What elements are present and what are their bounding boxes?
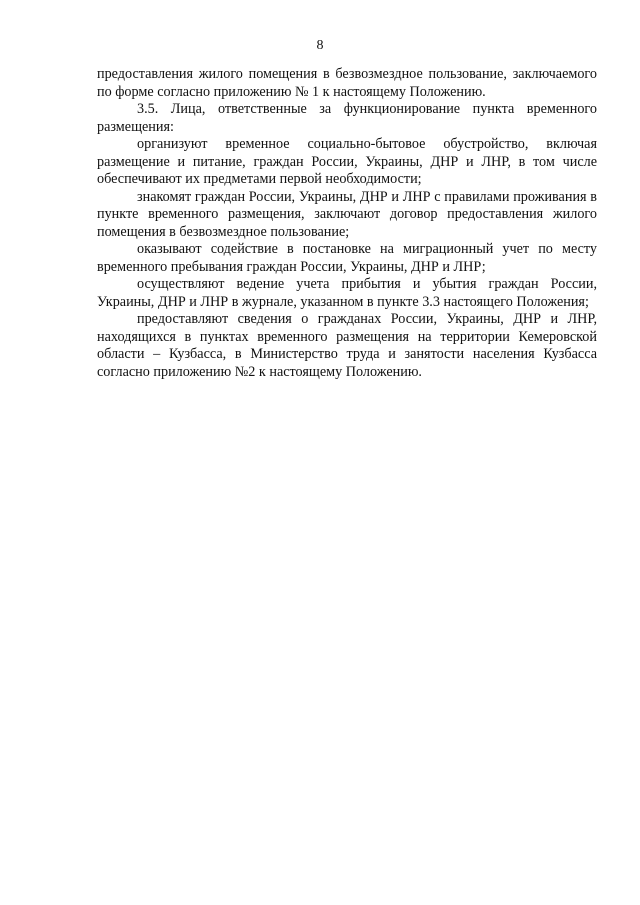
paragraph-organize: организуют временное социально-бытовое обустройство, включая размещение и питание, граждан России, Украины, ДНР и ЛНР, в том числе обеспечивают их предметами первой необходимости; bbox=[97, 136, 597, 187]
page-number: 8 bbox=[316, 38, 324, 53]
paragraph-acquaint: знакомят граждан России, Украины, ДНР и ЛНР с правилами проживания в пункте временного размещения, заключают договор предоставления жилого помещения в безвозмездное пользование; bbox=[97, 188, 597, 240]
paragraph-registration-log: осуществляют ведение учета прибытия и убытия граждан России, Украины, ДНР и ЛНР в журнале, указанном в пункте 3.3 настоящего Положения; bbox=[97, 276, 597, 310]
paragraph-migration-assist: оказывают содействие в постановке на миграционный учет по месту временного пребывания граждан России, Украины, ДНР и ЛНР; bbox=[97, 241, 597, 275]
paragraph-section-3-5: 3.5. Лица, ответственные за функционирование пункта временного размещения: bbox=[97, 101, 597, 135]
paragraph-provide-info: предоставляют сведения о гражданах России, Украины, ДНР и ЛНР, находящихся в пунктах временного размещения на территории Кемеровской области – Кузбасса, в Министерство труда и занятости населения Кузбасса согласно приложению №2 к настоящему Положению. bbox=[97, 311, 597, 380]
paragraph-continuation: предоставления жилого помещения в безвозмездное пользование, заключаемого по форме согласно приложению № 1 к настоящему Положению. bbox=[97, 66, 597, 100]
document-body bbox=[97, 66, 597, 381]
